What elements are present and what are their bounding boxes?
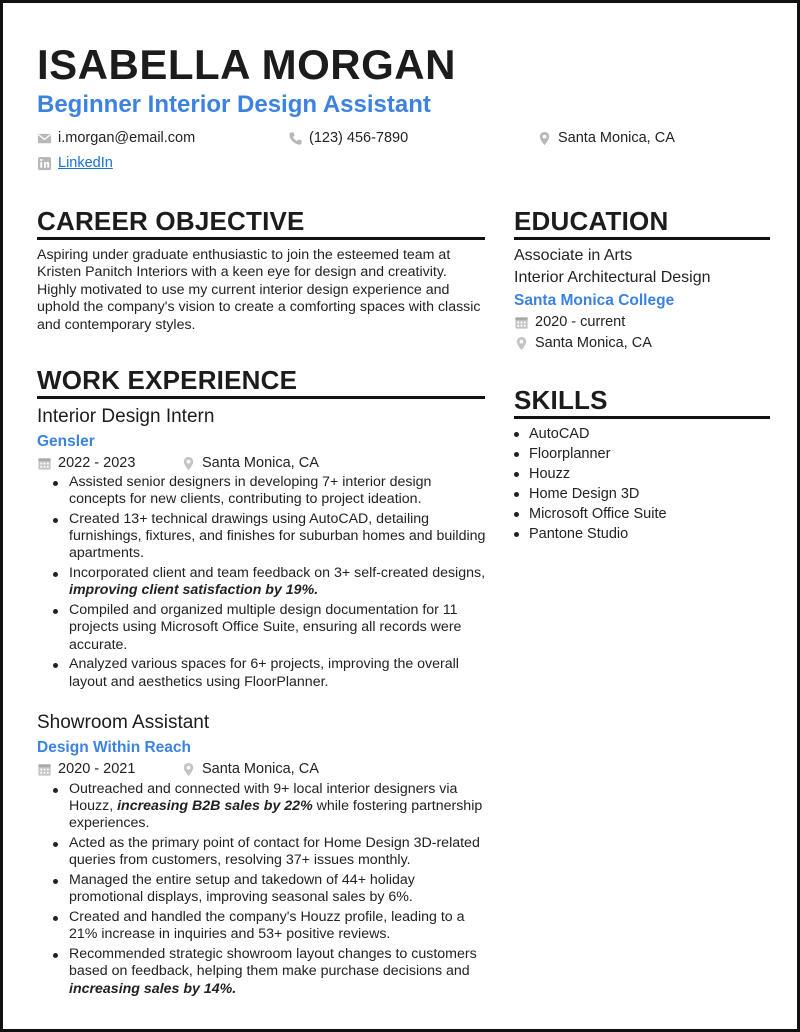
map-pin-icon <box>514 336 529 351</box>
list-item: Recommended strategic showroom layout changes to customers based on feedback, helping them make purchase decisions and increasing sales by 14%. <box>69 946 489 998</box>
calendar-icon <box>37 456 52 471</box>
skill-item: Pantone Studio <box>529 524 769 544</box>
location-text: Santa Monica, CA <box>202 455 319 471</box>
skills-divider <box>514 416 770 419</box>
location-text: Santa Monica, CA <box>202 761 319 777</box>
education-heading: EDUCATION <box>514 206 669 236</box>
company-name: Gensler <box>37 433 95 450</box>
email-text: i.morgan@email.com <box>58 130 196 146</box>
job-location <box>181 455 319 471</box>
field-of-study: Interior Architectural Design <box>514 269 711 286</box>
map-pin-icon <box>181 762 196 777</box>
contact-location <box>537 130 675 146</box>
objective-heading: CAREER OBJECTIVE <box>37 206 305 236</box>
contact-email <box>37 130 195 146</box>
skill-item: Houzz <box>529 464 769 484</box>
skill-item: Home Design 3D <box>529 484 769 504</box>
objective-divider <box>37 237 485 240</box>
job-dates <box>37 455 135 471</box>
phone-text: (123) 456-7890 <box>309 130 409 146</box>
map-pin-icon <box>537 131 552 146</box>
school-name: Santa Monica College <box>514 292 675 309</box>
education-divider <box>514 237 770 240</box>
linkedin-icon <box>37 156 52 171</box>
education-location <box>514 335 652 351</box>
list-item: Assisted senior designers in developing 7+ interior design concepts for new clients, contributing to project ideation. <box>69 474 489 508</box>
job-bullets <box>69 474 489 693</box>
calendar-icon <box>514 315 529 330</box>
contact-linkedin <box>37 155 113 171</box>
map-pin-icon <box>181 456 196 471</box>
education-dates <box>514 314 625 330</box>
job-dates <box>37 761 135 777</box>
dates-text: 2020 - 2021 <box>58 761 136 777</box>
candidate-name: ISABELLA MORGAN <box>37 41 456 88</box>
experience-divider <box>37 396 485 399</box>
contact-phone <box>288 130 408 146</box>
list-item: Managed the entire setup and takedown of 44+ holiday promotional displays, improving seasonal sales by 6%. <box>69 872 489 906</box>
objective-text: Aspiring under graduate enthusiastic to join the esteemed team at Kristen Panitch Interiors with a keen eye for design and creativity. Highly motivated to use my current interior design experience and uphold the company's vision to create a comforting spaces with classic and contemporary styles. <box>37 247 481 333</box>
job-title: Showroom Assistant <box>37 712 210 733</box>
skill-item: Microsoft Office Suite <box>529 504 769 524</box>
candidate-title: Beginner Interior Design Assistant <box>37 91 431 118</box>
degree: Associate in Arts <box>514 247 633 264</box>
list-item: Incorporated client and team feedback on 3+ self-created designs, improving client satisfaction by 19%. <box>69 565 489 599</box>
list-item: Compiled and organized multiple design documentation for 11 projects using Microsoft Office Suite, ensuring all records were accurate. <box>69 602 489 654</box>
skills-list <box>529 424 769 544</box>
experience-heading: WORK EXPERIENCE <box>37 365 298 395</box>
job-bullets <box>69 781 489 1000</box>
list-item: Outreached and connected with 9+ local interior designers via Houzz, increasing B2B sales by 22% while fostering partnership experiences. <box>69 781 489 833</box>
skill-item: Floorplanner <box>529 444 769 464</box>
location-text: Santa Monica, CA <box>535 335 652 351</box>
company-name: Design Within Reach <box>37 739 192 756</box>
dates-text: 2022 - 2023 <box>58 455 136 471</box>
list-item: Created and handled the company's Houzz profile, leading to a 21% increase in inquiries and 53+ positive reviews. <box>69 909 489 943</box>
list-item: Created 13+ technical drawings using AutoCAD, detailing furnishings, fixtures, and finishes for suburban homes and building apartments. <box>69 511 489 563</box>
linkedin-link[interactable]: LinkedIn <box>58 155 113 171</box>
skill-item: AutoCAD <box>529 424 769 444</box>
job-location <box>181 761 319 777</box>
location-text: Santa Monica, CA <box>558 130 675 146</box>
dates-text: 2020 - current <box>535 314 626 330</box>
skills-heading: SKILLS <box>514 385 608 415</box>
list-item: Analyzed various spaces for 6+ projects, improving the overall layout and aesthetics using FloorPlanner. <box>69 656 489 690</box>
calendar-icon <box>37 762 52 777</box>
job-title: Interior Design Intern <box>37 406 215 427</box>
list-item: Acted as the primary point of contact for Home Design 3D-related queries from customers, resolving 37+ issues monthly. <box>69 835 489 869</box>
envelope-icon <box>37 131 52 146</box>
phone-icon <box>288 131 303 146</box>
